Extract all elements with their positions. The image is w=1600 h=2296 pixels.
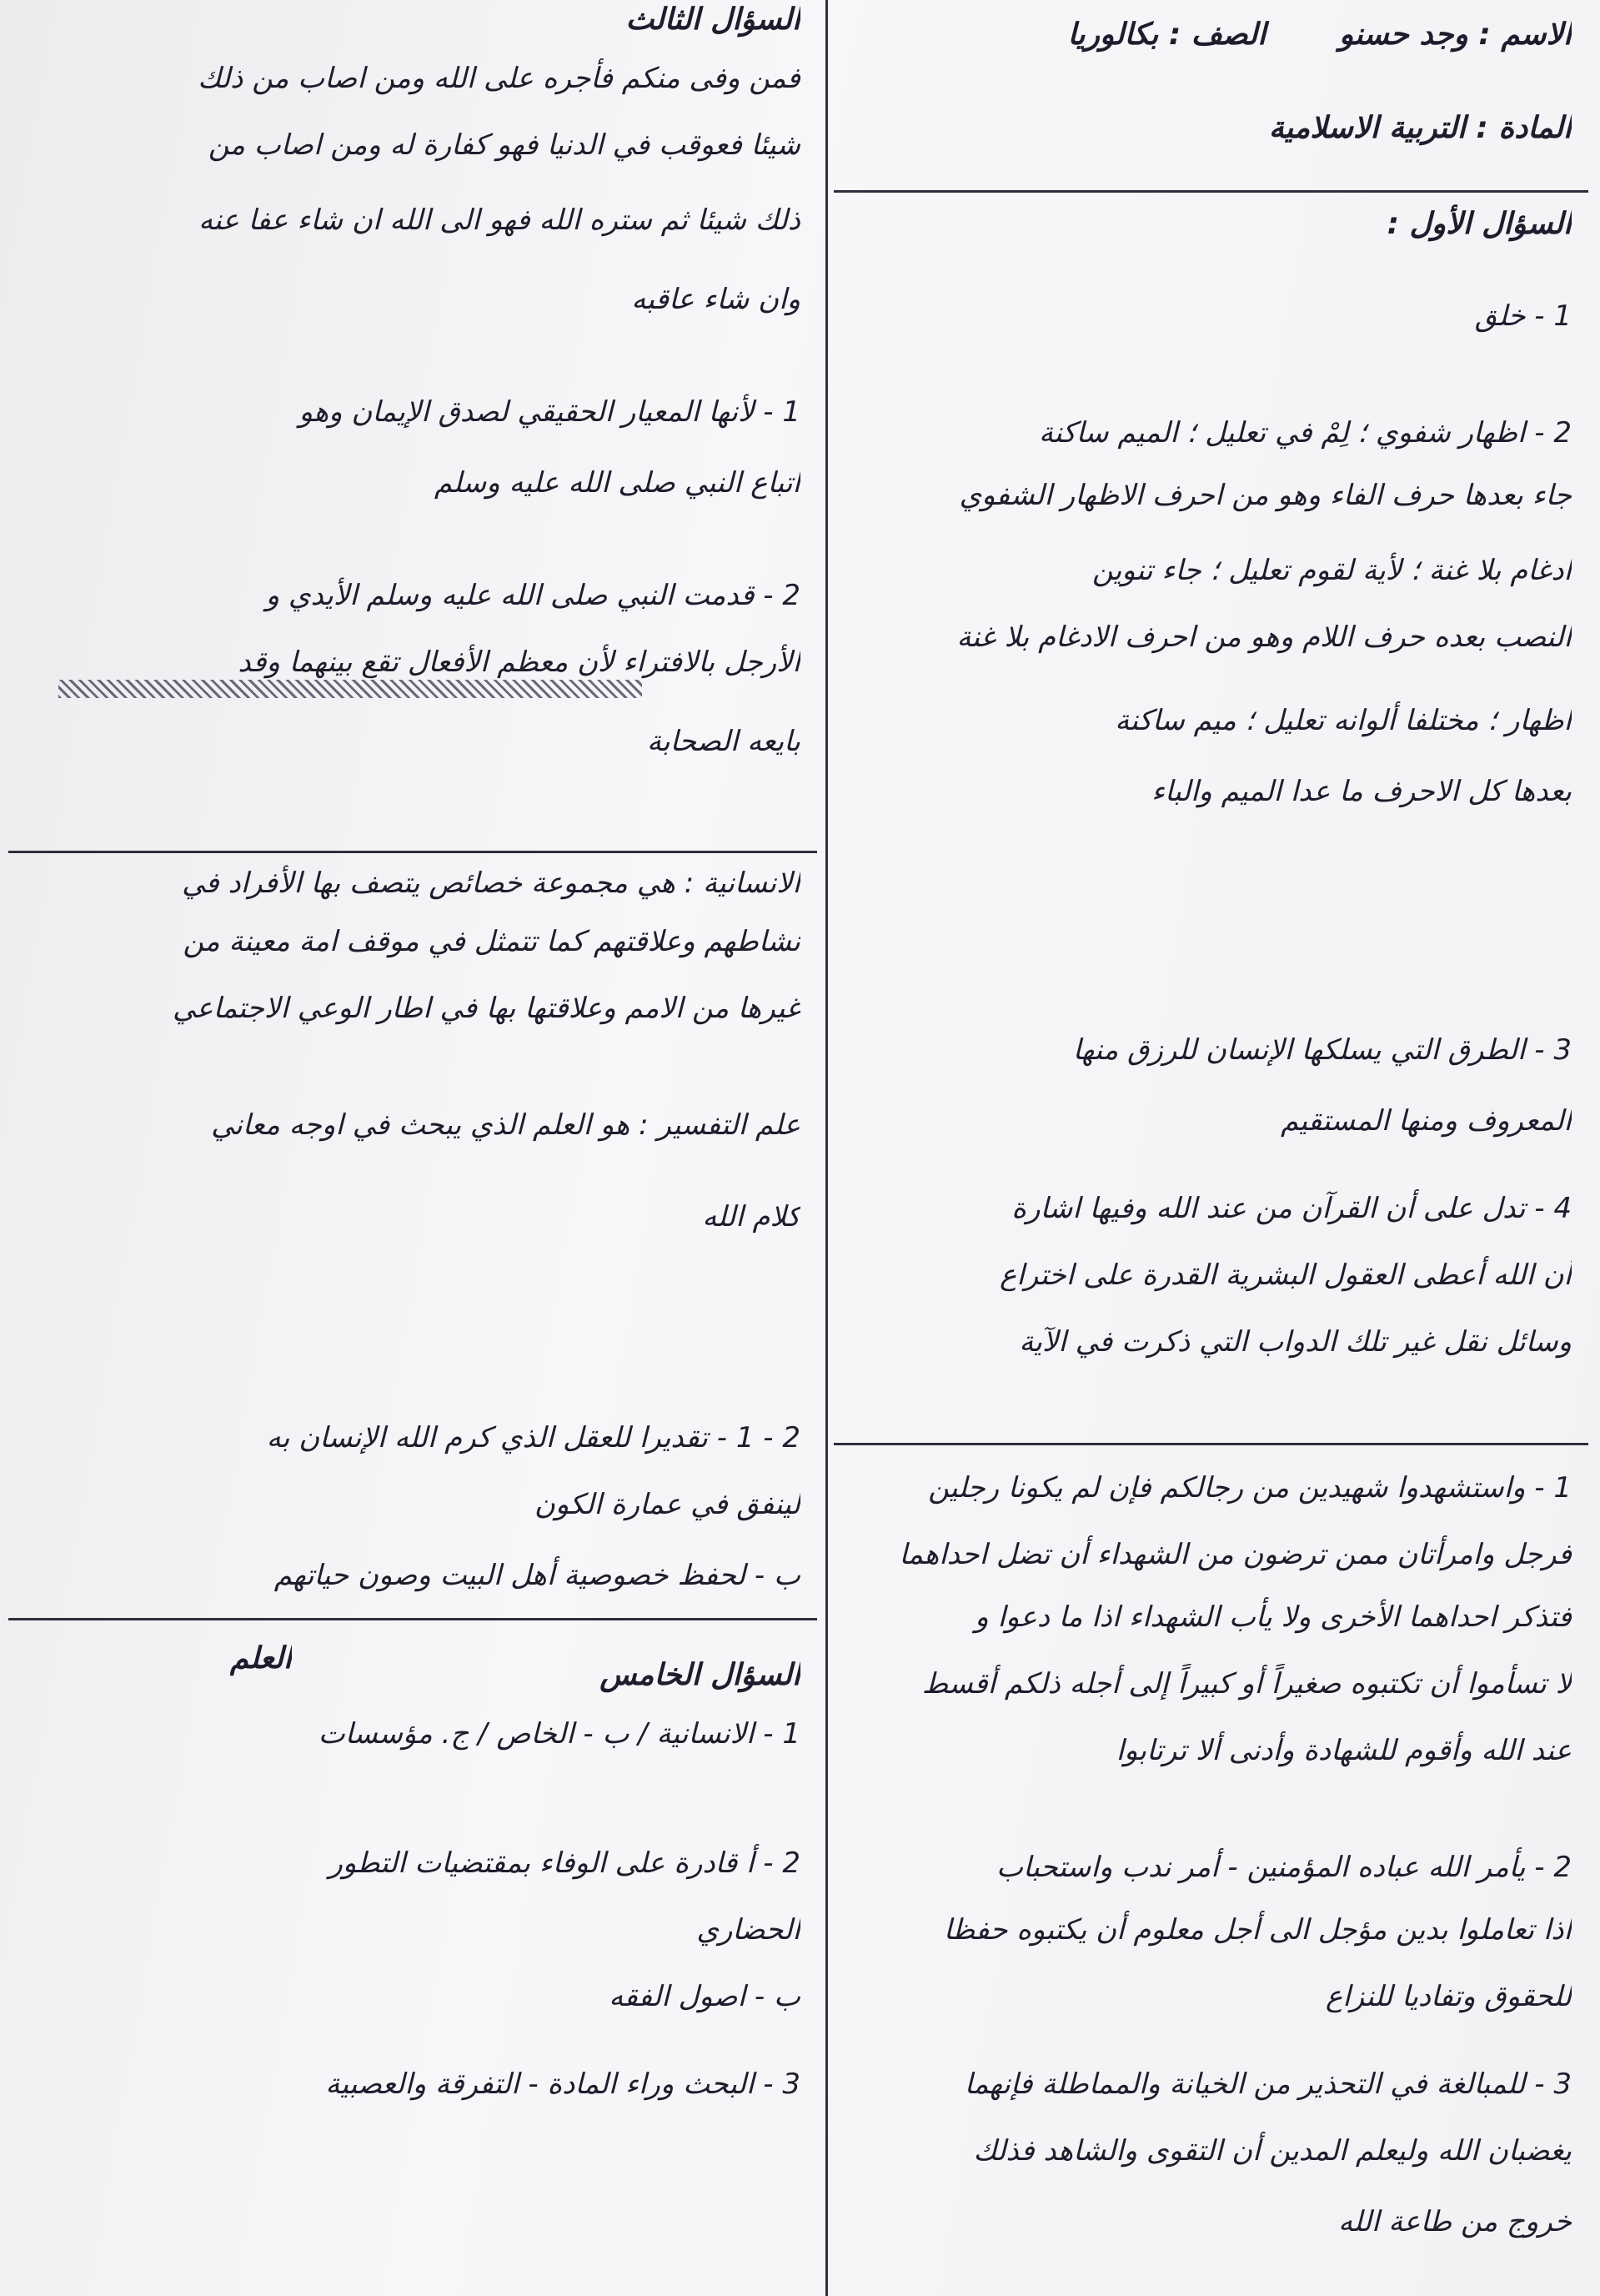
answer-line: 2 - يأمر الله عباده المؤمنين - أمر ندب واستحباب [996, 1851, 1572, 1884]
answer-line: 2 - قدمت النبي صلى الله عليه وسلم الأيدي و [265, 579, 800, 612]
answer-line: 1 - واستشهدوا شهيدين من رجالكم فإن لم يكونا رجلين [928, 1471, 1572, 1505]
q1-title: السؤال الأول : [1387, 207, 1572, 241]
answer-line: علم التفسير : هو العلم الذي يبحث في اوجه معاني [211, 1108, 800, 1142]
answer-line: بعدها كل الاحرف ما عدا الميم والباء [1151, 775, 1572, 808]
answer-line: 2 - 1 - تقديرا للعقل الذي كرم الله الإنسان به [266, 1421, 800, 1454]
answer-line: عند الله وأقوم للشهادة وأدنى ألا ترتابوا [1116, 1734, 1572, 1767]
subject-line: المادة : التربية الاسلامية [1268, 111, 1572, 145]
answer-line: 3 - للمبالغة في التحذير من الخيانة والمماطلة فإنهما [964, 2067, 1572, 2101]
answer-line: يغضبان الله وليعلم المدين أن التقوى والشاهد فذلك [973, 2134, 1572, 2168]
answer-line: كلام الله [702, 1200, 800, 1233]
answer-line: لا تسأموا أن تكتبوه صغيراً أو كبيراً إلى أجله ذلكم أقسط [921, 1667, 1572, 1701]
left-column [8, 0, 817, 2296]
answer-line: خروج من طاعة الله [1338, 2205, 1572, 2238]
answer-line: نشاطهم وعلاقتهم كما تتمثل في موقف امة معينة من [183, 925, 800, 958]
answer-line: المعروف ومنها المستقيم [1281, 1104, 1572, 1138]
answer-line: ب - لحفظ خصوصية أهل البيت وصون حياتهم [273, 1559, 800, 1592]
answer-line: غيرها من الامم وعلاقتها بها في اطار الوعي الاجتماعي [173, 992, 800, 1025]
answer-line: فمن وفى منكم فأجره على الله ومن اصاب من ذلك [198, 62, 800, 95]
right-column [834, 0, 1588, 2296]
student-name: الاسم : وجد حسنو [1338, 18, 1572, 52]
answer-line: الأرجل بالافتراء لأن معظم الأفعال تقع بينهما وقد [238, 646, 800, 679]
answer-line: ادغام بلا غنة ؛ لأية لقوم تعليل ؛ جاء تنوين [1091, 554, 1572, 587]
answer-line: 4 - تدل على أن القرآن من عند الله وفيها اشارة [1011, 1192, 1572, 1225]
student-grade: الصف : بكالوريا [1067, 18, 1266, 52]
answer-line: أن الله أعطى العقول البشرية القدرة على اختراع [999, 1259, 1572, 1292]
answer-line: وان شاء عاقبه [631, 283, 800, 316]
answer-line: شيئا فعوقب في الدنيا فهو كفارة له ومن اصاب من [208, 128, 800, 162]
answer-line: 2 - اظهار شفوي ؛ لِمْ في تعليل ؛ الميم ساكنة [1038, 416, 1572, 450]
answer-line: للحقوق وتفاديا للنزاع [1325, 1980, 1572, 2013]
answer-line: النصب بعده حرف اللام وهو من احرف الادغام بلا غنة [956, 620, 1572, 654]
crossed-out-text [58, 680, 642, 698]
answer-line: الحضاري [696, 1913, 800, 1947]
answer-line: بايعه الصحابة [646, 725, 800, 758]
answer-line: 1 - الانسانية / ب - الخاص / ج. مؤسسات [318, 1717, 800, 1751]
section-divider [8, 851, 817, 853]
answer-line: الانسانية : هي مجموعة خصائص يتصف بها الأفراد في [182, 867, 800, 900]
answer-line: فرجل وامرأتان ممن ترضون من الشهداء أن تضل احداهما [899, 1538, 1572, 1571]
answer-line: اذا تعاملوا بدين مؤجل الى أجل معلوم أن يكتبوه حفظا [943, 1913, 1572, 1947]
q5-title: السؤال الخامس [599, 1658, 800, 1692]
answer-line: ذلك شيئا ثم ستره الله فهو الى الله ان شاء عفا عنه [198, 203, 800, 237]
answer-line: فتذكر احداهما الأخرى ولا يأب الشهداء اذا ما دعوا و [975, 1600, 1572, 1634]
answer-line: 1 - لأنها المعيار الحقيقي لصدق الإيمان وهو [298, 395, 800, 429]
student-header-line-1 [850, 15, 1572, 55]
answer-line: جاء بعدها حرف الفاء وهو من احرف الاظهار الشفوي [959, 479, 1572, 512]
column-divider [825, 0, 828, 2296]
answer-line: وسائل نقل غير تلك الدواب التي ذكرت في الآية [1019, 1325, 1572, 1359]
q5-note: العلم [229, 1641, 292, 1676]
answer-line: 2 - أ قادرة على الوفاء بمقتضيات التطور [329, 1846, 800, 1880]
answer-line: لينفق في عمارة الكون [534, 1488, 800, 1521]
header-divider [834, 190, 1588, 193]
section-divider [834, 1443, 1588, 1445]
answer-line: 1 - خلق [1474, 299, 1572, 333]
answer-line: ب - اصول الفقه [609, 1980, 800, 2013]
answer-line: اتباع النبي صلى الله عليه وسلم [434, 466, 800, 500]
answer-line: 3 - الطرق التي يسلكها الإنسان للرزق منها [1072, 1033, 1572, 1067]
answer-line: اظهار ؛ مختلفا ألوانه تعليل ؛ ميم ساكنة [1115, 704, 1572, 737]
answer-line: 3 - البحث وراء المادة - التفرقة والعصبية [325, 2067, 800, 2101]
section-divider [8, 1618, 817, 1620]
q3-title: السؤال الثالث [625, 3, 800, 37]
